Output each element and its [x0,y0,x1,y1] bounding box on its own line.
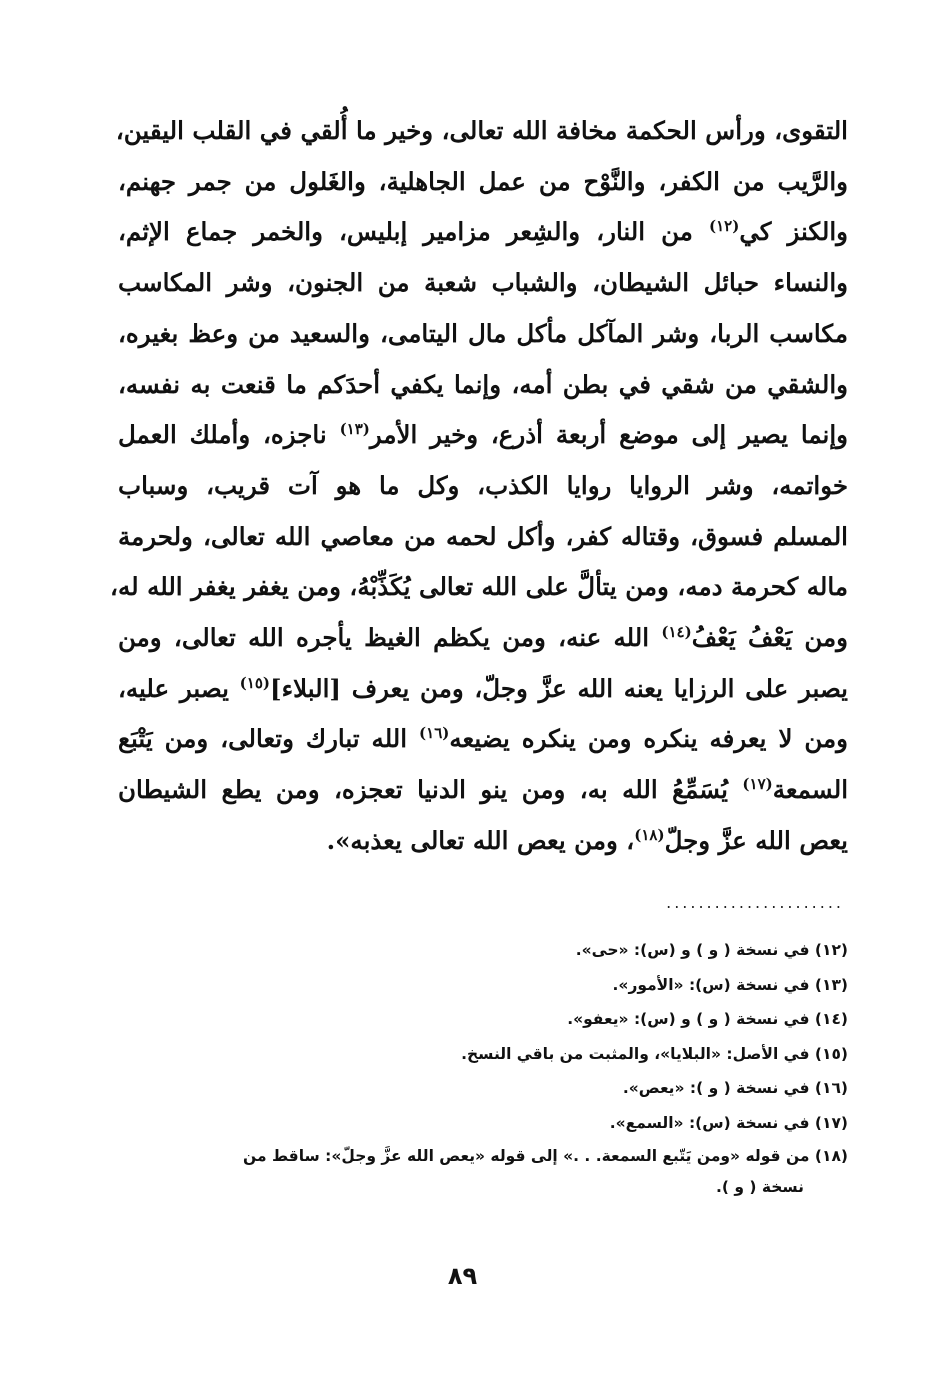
text-segment: الله تبارك وتعالى، ومن يَتْبَع [118,724,420,754]
text-line: التقوى، ورأس الحكمة مخافة الله تعالى، وخير ما أُلقي في القلب اليقين، [115,116,848,145]
text-line: والنساء حبائل الشيطان، والشباب شعبة من الجنون، وشر المكاسب [118,268,848,298]
footnote: (١٥) في الأصل: «البلايا»، والمثبت من باقي النسخ. [461,1044,848,1063]
text-line: ماله كحرمة دمه، ومن يتألَّ على الله تعالى يُكَذِّبْهُ، ومن يغفر يغفر الله له، [110,572,848,602]
text-line: والرَّيب من الكفر، والنَّوْح من عمل الجاهلية، والغَلول من جمر جهنم، [118,166,848,196]
footnote-separator: ...................... [666,893,844,912]
text-segment: ، ومن يعص الله تعالى يعذبه». [326,825,635,855]
footnote [118,1141,848,1203]
footnote-ref: (١٣) [339,420,370,439]
text-segment: ومن يَعْفُ يَعْفُ [691,623,848,653]
text-segment: والكنز كي [739,217,848,247]
text-line [118,714,848,765]
footnote: (١٦) في نسخة ( و ): «يعص». [622,1079,848,1098]
footnote-ref: (١٧) [742,775,773,794]
text-line: مكاسب الربا، وشر المآكل مأكل مال اليتامى، والسعيد من وعظ بغيره، [118,318,848,348]
text-segment: يصبر على الرزايا يعنه الله عزَّ وجلّ، ومن يعرف [البلاء] [270,673,849,703]
text-line: خواتمه، وشر الروايا روايا الكذب، وكل ما هو آت قريب، وسباب [118,470,848,500]
footnote: (١٢) في نسخة ( و ) و (س): «حى». [575,941,848,959]
text-line [118,207,848,258]
text-line [118,613,848,664]
footnote-ref: (١٤) [661,623,692,642]
text-segment: يُسَمِّعُ الله به، ومن ينو الدنيا تعجزه، ومن يطع الشيطان [118,775,743,805]
footnote-ref: (١٨) [634,825,665,844]
footnote-ref: (١٥) [239,673,270,692]
text-line [118,765,848,816]
text-segment: ناجزه، وأملك العمل [118,420,340,450]
footnote-ref: (١٢) [708,217,740,236]
text-segment: السمعة [772,775,848,805]
main-text [110,106,849,867]
text-segment: يصبر عليه، [118,673,240,703]
text-line [118,816,848,867]
text-segment: وإنما يصير إلى موضع أربعة أذرع، وخير الأمر [369,420,848,450]
text-segment: من النار، والشِعر مزامير إبليس، والخمر جماع الإثم، [118,217,709,247]
footnote: (١٣) في نسخة (س): «الأمور». [612,975,848,994]
footnotes [118,933,848,1203]
text-segment: يعص الله عزَّ وجلّ [664,825,848,855]
footnote-ref: (١٦) [419,724,450,743]
text-segment: الله عنه، ومن يكظم الغيظ يأجره الله تعالى، ومن [118,623,662,653]
footnote: (١٤) في نسخة ( و ) و (س): «يعفو». [567,1010,848,1029]
footnote: (١٧) في نسخة (س): «السمع». [609,1113,848,1132]
text-line: المسلم فسوق، وقتاله كفر، وأكل لحمه من معاصي الله تعالى، ولحرمة [118,521,848,551]
text-line [118,410,848,461]
text-line: والشقي من شقي في بطن أمه، وإنما يكفي أحدَكم ما قنعت به نفسه، [118,369,848,399]
text-segment: ومن لا يعرفه ينكره ومن ينكره يضيعه [449,724,849,754]
footnote-continuation: نسخة ( و ). [715,1177,804,1196]
text-line [118,664,848,715]
footnote-first-line: (١٨) من قوله «ومن يَتّبع السمعة. . .» إلى قوله «يعص الله عزَّ وجلّ»: ساقط من [243,1146,848,1165]
page-number: ٨٩ [447,1262,478,1290]
